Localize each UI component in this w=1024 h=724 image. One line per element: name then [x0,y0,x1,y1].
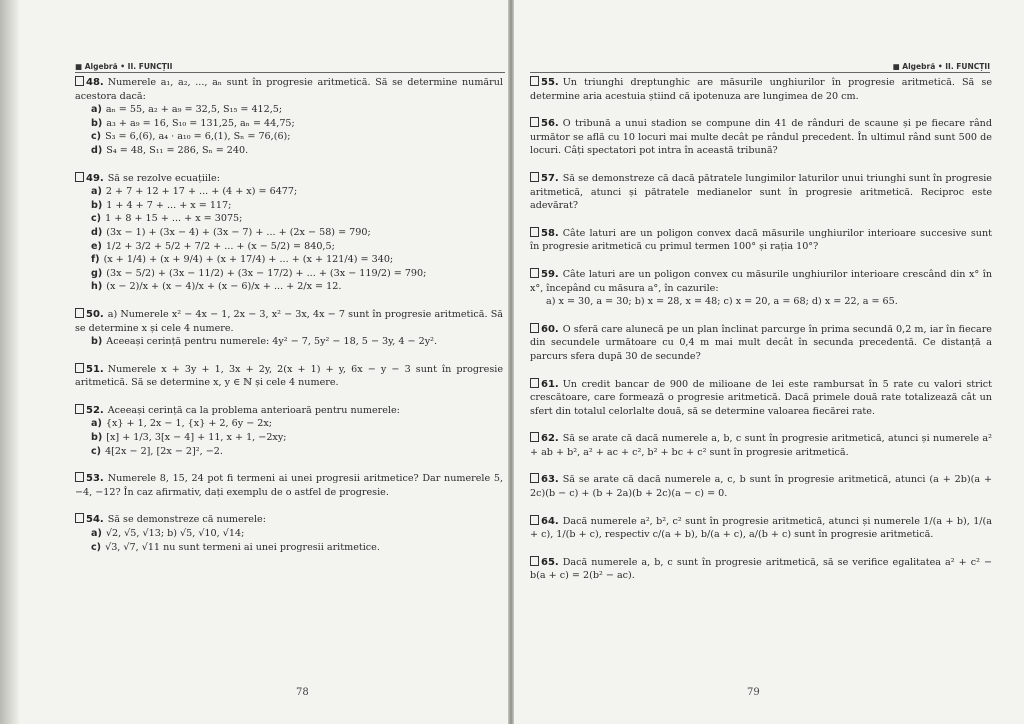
subitem [91,445,503,459]
header-rule [75,72,505,73]
problem-65 [530,556,992,583]
left-content [75,76,503,568]
problem-58 [530,227,992,254]
problem-number: 48. [86,77,104,88]
problem-number: 65. [541,556,559,568]
problem-text: O sferă care alunecă pe un plan înclinat parcurge în prima secundă 0,2 m, iar în fiecare din secundele următoare cu 0,4 m mai mult decât în secunda precedentă. Ce distanță a parcurs sfera după 30 de secunde? [530,323,992,362]
checkbox-icon [530,378,539,388]
problem-60 [530,323,992,364]
checkbox-icon [530,432,539,442]
checkbox-icon [530,268,539,278]
problem-number: 50. [86,308,104,320]
left-page [0,0,508,724]
problem-number: 54. [86,514,104,526]
problem-number: 52. [86,404,104,416]
problem-text: Să se demonstreze că numerele: [107,514,266,526]
subitem-label: b) [91,199,103,211]
checkbox-icon [530,556,539,566]
problem-number: 58. [541,227,559,239]
subitem [91,117,503,131]
checkbox-icon [75,513,84,523]
subitem-text: √2, √5, √13; b) √5, √10, √14; [105,528,245,540]
problem-number: 49. [86,172,104,184]
problem-text: a) Numerele x² − 4x − 1, 2x − 3, x² − 3x, 4x − 7 sunt în progresie aritmetică. Să se determine x și cele 4 numere. [75,308,503,334]
running-head-right: ■ Algebră • II. FUNCȚII [892,62,990,71]
subitem-text: 1 + 8 + 15 + ... + x = 3075; [105,213,243,225]
checkbox-icon [75,404,84,414]
checkbox-icon [75,363,84,373]
problem-48 [75,76,503,158]
subitem-label: h) [91,281,103,293]
subitem-text: Aceeași cerință pentru numerele: 4y² − 7, 5y² − 18, 5 − 3y, 4 − 2y². [106,336,438,348]
problem-text: Numerele x + 3y + 1, 3x + 2y, 2(x + 1) + y, 6x − y − 3 sunt în progresie aritmetică. Să se determine x, y ∈ ℕ și cele 4 numere. [75,363,503,389]
problem-text: Un triunghi dreptunghic are măsurile unghiurilor în progresie aritmetică. Să se determine aria acestuia știind că ipotenuza are lungimea de 20 cm. [530,77,992,102]
subitem [91,130,503,144]
problem-text: Un credit bancar de 900 de milioane de lei este rambursat în 5 rate cu valori strict crescătoare, care formează o progresie aritmetică. Dacă primele două rate totalizează cât un sfert din totalul celorlalte două, să se determine valoarea fiecărei rate. [530,378,992,417]
problem-50 [75,308,503,349]
problem-55 [530,76,992,103]
subitem [91,335,503,349]
subitem [91,541,503,555]
problem-number: 53. [86,473,104,485]
right-content [530,76,992,597]
checkbox-icon [530,117,539,127]
subitem-text: 2 + 7 + 12 + 17 + ... + (4 + x) = 6477; [105,186,298,198]
subitem-label: a) [91,528,102,540]
subitem-text: 1/2 + 3/2 + 5/2 + 7/2 + ... + (x − 5/2) = 840,5; [105,240,335,252]
page-number-left: 78 [296,687,309,698]
subitem-text: (x − 2)/x + (x − 4)/x + (x − 6)/x + ... + 2/x = 12. [106,281,342,293]
problem-53 [75,472,503,499]
subitem-text: 1 + 4 + 7 + ... + x = 117; [106,199,232,211]
checkbox-icon [75,172,84,182]
subitem [91,527,503,541]
subitem-label: e) [91,240,102,252]
problem-63 [530,473,992,500]
subitem-text: [x] + 1/3, 3[x − 4] + 11, x + 1, −2xy; [106,432,287,444]
problem-number: 61. [541,378,559,390]
subitem [91,185,503,199]
problem-text: Numerele 8, 15, 24 pot fi termeni ai unei progresii aritmetice? Dar numerele 5, −4, −12? În caz afirmativ, dați exemplu de o astfel de progresie. [75,473,503,498]
page-edge-shadow [0,0,20,724]
checkbox-icon [75,308,84,318]
running-head-left: ■ Algebră • II. FUNCȚII [75,62,173,71]
subitem-label: g) [91,267,103,279]
subitem-text: a₃ + a₉ = 16, S₁₀ = 131,25, aₙ = 44,75; [106,117,295,129]
problem-54 [75,513,503,554]
subitem [91,431,503,445]
subitem [91,212,503,226]
subitem-line: a) x = 30, a = 30; b) x = 28, x = 48; c) x = 20, a = 68; d) x = 22, a = 65. [546,296,898,308]
subitem [91,267,503,281]
problem-text: Să se arate că dacă numerele a, c, b sunt în progresie aritmetică, atunci (a + 2b)(a + 2c)(b − c) + (b + 2a)(b + 2c)(a − c) = 0. [530,474,992,500]
subitem [91,240,503,254]
problem-text: Să se arate că dacă numerele a, b, c sunt în progresie aritmetică, atunci și numerele a² + ab + b², a² + ac + c², b² + bc + c² sunt în progresie aritmetică. [530,433,992,458]
subitem-label: f) [91,254,100,266]
subitem [91,253,503,267]
checkbox-icon [530,473,539,483]
problem-text: Dacă numerele a², b², c² sunt în progresie aritmetică, atunci și numerele 1/(a + b), 1/(a + c), 1/(b + c), respectiv c/(a + b), b/(a + c), a/(b + c) sunt în progresie aritmetică. [530,515,992,541]
problem-number: 55. [541,77,559,88]
problem-number: 56. [541,118,559,130]
subitem [91,144,503,158]
page-number-right: 79 [747,687,760,698]
problem-text: Dacă numerele a, b, c sunt în progresie aritmetică, să se verifice egalitatea a² + c² − b(a + c) = 2(b² − ac). [530,556,992,582]
header-rule [530,72,990,73]
subitem [91,103,503,117]
problem-49 [75,172,503,294]
subitem-label: d) [91,144,103,156]
checkbox-icon [530,172,539,182]
problem-51 [75,363,503,390]
subitem-label: d) [91,226,103,238]
subitem-text: (3x − 5/2) + (3x − 11/2) + (3x − 17/2) + ... + (3x − 119/2) = 790; [106,267,427,279]
subitem-label: b) [91,336,103,348]
problem-number: 59. [541,268,559,280]
problem-number: 62. [541,433,559,445]
subitem-text: aₙ = 55, a₂ + a₉ = 32,5, S₁₅ = 412,5; [105,104,283,116]
subitem-text: (3x − 1) + (3x − 4) + (3x − 7) + ... + (2x − 58) = 790; [106,226,371,238]
subitem-text: (x + 1/4) + (x + 9/4) + (x + 17/4) + ... + (x + 121/4) = 340; [103,254,394,266]
problem-number: 51. [86,363,104,375]
subitem-text: S₄ = 48, S₁₁ = 286, Sₙ = 240. [106,144,249,156]
right-page [514,0,1024,724]
problem-text: Să se rezolve ecuațiile: [107,172,220,184]
subitem-label: c) [91,213,102,225]
problem-text: Să se demonstreze că dacă pătratele lungimilor laturilor unui triunghi sunt în progresie aritmetică, atunci și pătratele medianelor sunt în progresie aritmetică. Reciproc este adevărat? [530,172,992,212]
subitem-text: √3, √7, √11 nu sunt termeni ai unei progresii aritmetice. [105,541,380,553]
subitem-label: c) [91,131,102,143]
problem-number: 60. [541,323,559,335]
subitem [91,226,503,240]
subitem-text: S₃ = 6,(6), a₄ · a₁₀ = 6,(1), Sₙ = 76,(6); [105,131,291,143]
subitem-label: b) [91,117,103,129]
problem-62 [530,432,992,459]
checkbox-icon [75,472,84,482]
problem-number: 64. [541,515,559,527]
problem-number: 57. [541,172,559,184]
checkbox-icon [530,515,539,525]
subitem [91,280,503,294]
checkbox-icon [75,76,84,86]
problem-56 [530,117,992,158]
problem-number: 63. [541,474,559,486]
problem-61 [530,378,992,419]
problem-text: Numerele a₁, a₂, ..., aₙ sunt în progresie aritmetică. Să se determine numărul acestora dacă: [75,77,503,102]
subitem-text: {x} + 1, 2x − 1, {x} + 2, 6y − 2x; [105,418,273,430]
problem-52 [75,404,503,458]
subitem [91,417,503,431]
subitem-label: b) [91,432,103,444]
subitem-label: c) [91,541,102,553]
checkbox-icon [530,323,539,333]
problem-64 [530,515,992,542]
subitem-label: a) [91,418,102,430]
problem-text: O tribună a unui stadion se compune din 41 de rânduri de scaune și pe fiecare rând următor se află cu 10 locuri mai multe decât pe rândul precedent. În ultimul rând sunt 500 de locuri. Câți spectatori pot intra în această tribună? [530,118,992,157]
problem-text: Câte laturi are un poligon convex cu măsurile unghiurilor interioare crescând din x° în x°, începând cu măsura a°, în cazurile: [530,268,992,294]
checkbox-icon [530,227,539,237]
subitem [91,199,503,213]
subitem-label: c) [91,445,102,457]
problem-text: Câte laturi are un poligon convex dacă măsurile unghiurilor interioare succesive sunt în progresie aritmetică cu primul termen 100° și rația 10°? [530,227,992,253]
subitem-label: a) [91,104,102,116]
problem-59 [530,268,992,309]
subitem-label: a) [91,186,102,198]
checkbox-icon [530,76,539,86]
subitem-text: 4[2x − 2], [2x − 2]², −2. [105,445,223,457]
problem-57 [530,172,992,213]
problem-text: Aceeași cerință ca la problema anterioară pentru numerele: [107,404,400,416]
